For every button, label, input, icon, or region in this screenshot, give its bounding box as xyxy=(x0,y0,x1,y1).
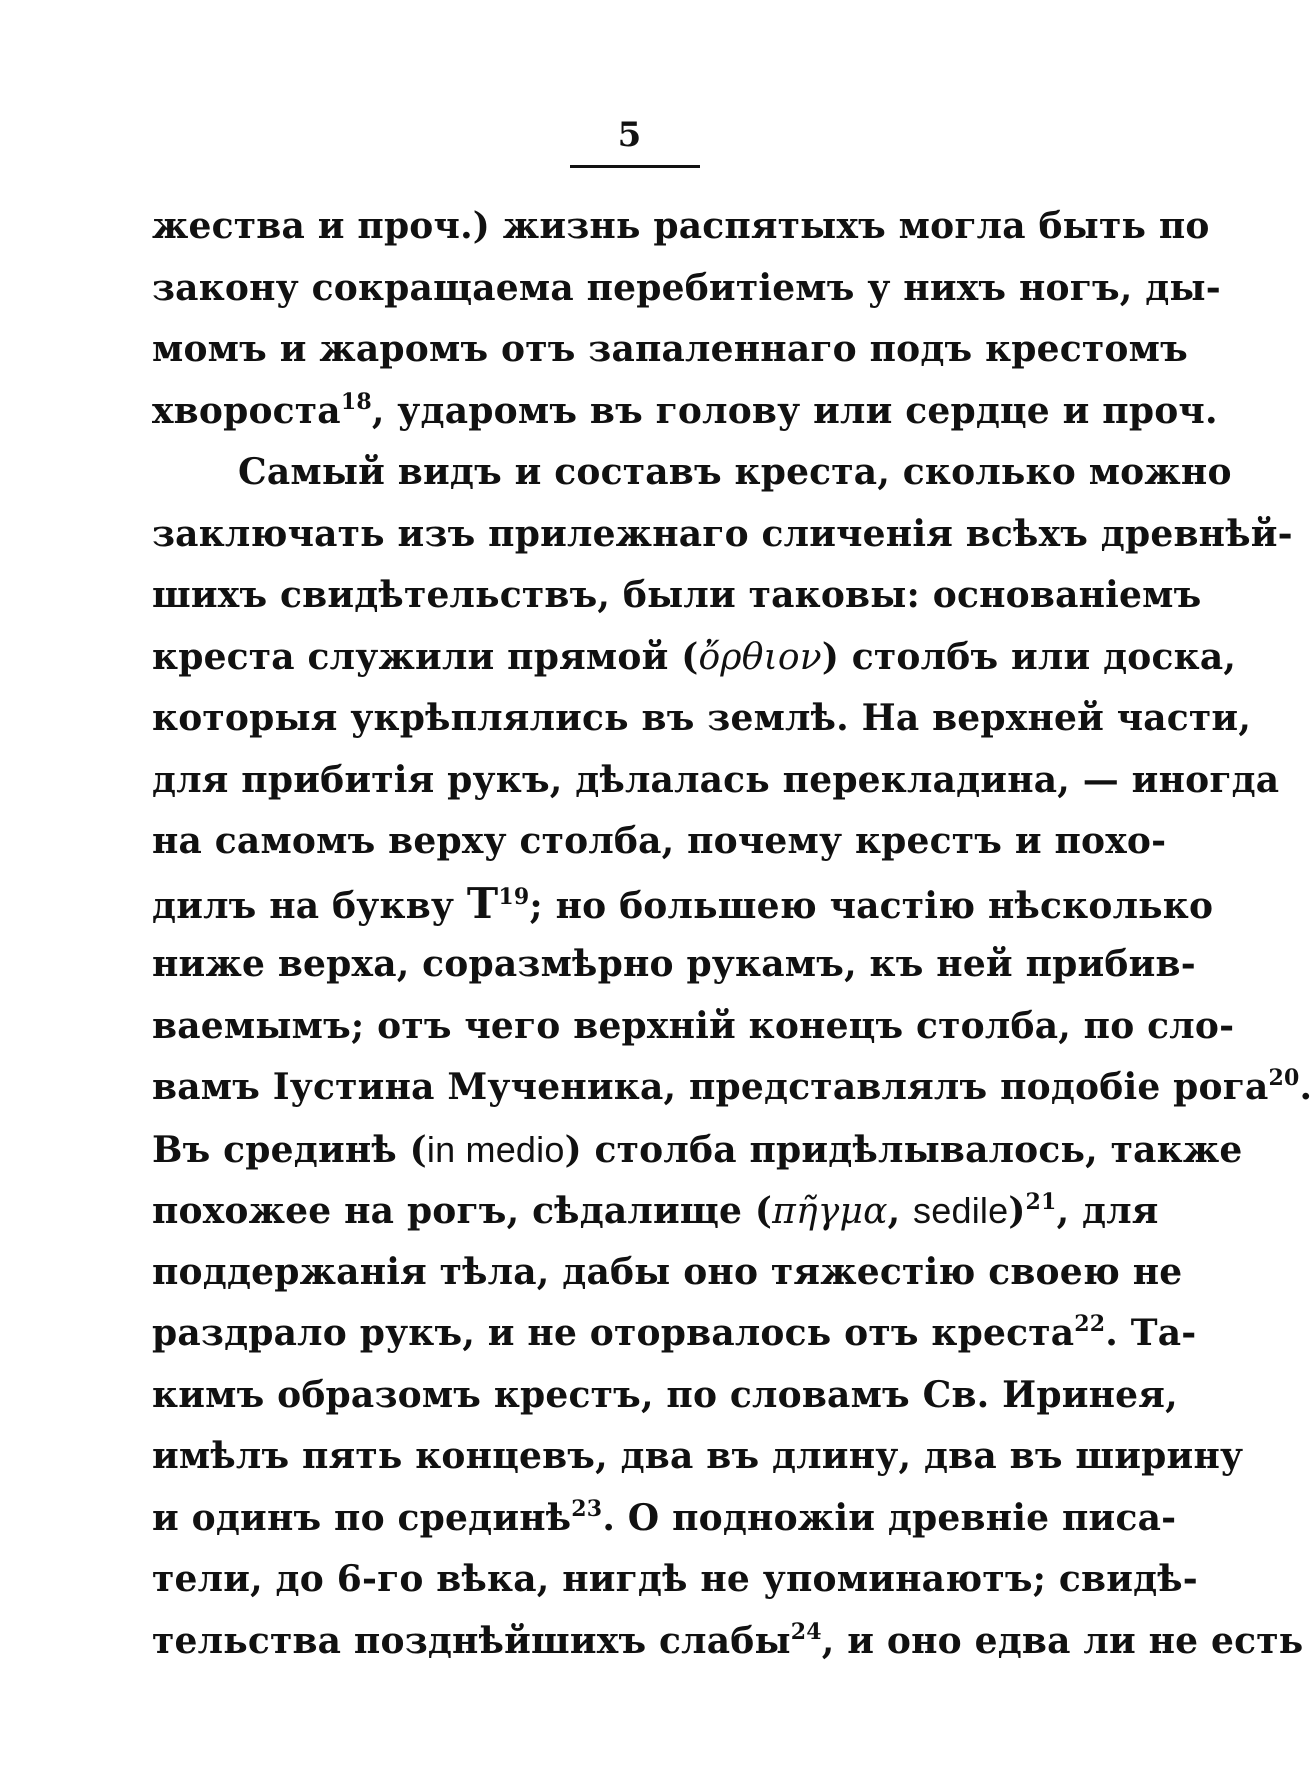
text-segment: , ударомъ въ голову или сердце и проч. xyxy=(371,389,1218,432)
text-segment: . О подножіи древніе писа- xyxy=(602,1496,1177,1539)
text-line xyxy=(152,1119,1243,1181)
text-segment: . xyxy=(1299,1066,1312,1108)
text-line xyxy=(152,565,1202,627)
footnote-marker: 21 xyxy=(1025,1189,1057,1215)
text-segment: ваемымъ; отъ чего верхній конецъ столба, по сло- xyxy=(152,1004,1235,1047)
text-segment: тельства позднѣйшихъ слабы xyxy=(152,1619,791,1662)
text-line xyxy=(152,934,1196,996)
text-segment: , для xyxy=(1056,1190,1159,1232)
text-segment: закону сокращаема перебитіемъ у нихъ ногъ, ды- xyxy=(152,266,1221,309)
text-line xyxy=(152,1180,1159,1242)
greek-term: ὄρθιον xyxy=(698,636,822,678)
text-segment: . Та- xyxy=(1105,1312,1197,1354)
text-line xyxy=(152,504,1293,566)
text-line xyxy=(152,1611,1304,1673)
footnote-marker: 22 xyxy=(1074,1311,1106,1337)
text-line xyxy=(152,627,1237,689)
text-line xyxy=(152,1303,1197,1365)
body-text xyxy=(152,196,1312,1672)
latin-term: sedile xyxy=(913,1190,1009,1231)
text-segment: шихъ свидѣтельствъ, были таковы: основаніемъ xyxy=(152,574,1202,616)
footnote-marker: 18 xyxy=(340,388,372,415)
text-line xyxy=(152,688,1252,750)
text-line xyxy=(152,750,1280,812)
text-line xyxy=(152,1057,1312,1119)
text-segment: дилъ на букву xyxy=(152,884,467,927)
text-segment: Самый видъ и составъ креста, сколько можно xyxy=(238,451,1232,493)
text-line xyxy=(152,1549,1198,1611)
text-segment: жества и проч.) жизнь распятыхъ могла быть по xyxy=(152,205,1210,247)
text-line xyxy=(152,258,1221,320)
text-line xyxy=(152,442,1232,504)
text-segment: , и оно едва ли не есть xyxy=(821,1619,1304,1662)
text-segment: заключать изъ прилежнаго сличенія всѣхъ древнѣй- xyxy=(152,512,1293,555)
text-segment: поддержанія тѣла, дабы оно тяжестію своею не xyxy=(152,1250,1183,1293)
text-segment: момъ и жаромъ отъ запаленнаго подъ крестомъ xyxy=(152,328,1188,370)
text-line xyxy=(152,196,1210,258)
footnote-marker: 24 xyxy=(790,1618,822,1645)
text-segment: хвороста xyxy=(152,389,341,432)
text-line xyxy=(152,381,1218,443)
text-segment: раздрало рукъ, и не оторвалось отъ креста xyxy=(152,1312,1075,1354)
text-segment: для прибитія рукъ, дѣлалась перекладина, — иногда xyxy=(152,758,1280,801)
text-line xyxy=(152,1365,1178,1427)
greek-term: πῆγμα xyxy=(772,1191,888,1232)
text-segment: вамъ Іустина Мученика, представлялъ подобіе рога xyxy=(152,1066,1269,1108)
text-line xyxy=(152,1242,1183,1304)
text-segment: ниже верха, соразмѣрно рукамъ, къ ней прибив- xyxy=(152,943,1196,985)
text-segment: похожее на рогъ, сѣдалище ( xyxy=(152,1190,773,1232)
text-segment: и одинъ по срединѣ xyxy=(152,1496,572,1539)
text-line xyxy=(152,873,1214,935)
text-segment: имѣлъ пять концевъ, два въ длину, два въ ширину xyxy=(152,1435,1244,1477)
text-line xyxy=(152,1488,1177,1550)
text-line xyxy=(152,1426,1244,1488)
text-segment: кимъ образомъ крестъ, по словамъ Св. Иринея, xyxy=(152,1373,1178,1416)
latin-term: in medio xyxy=(426,1128,565,1170)
page-number-rule xyxy=(570,165,700,168)
text-line xyxy=(152,996,1235,1058)
letter-t: Т xyxy=(466,878,499,928)
text-segment: Въ срединѣ ( xyxy=(152,1128,427,1171)
footnote-marker: 19 xyxy=(498,883,530,910)
text-segment: ; но большею частію нѣсколько xyxy=(529,884,1214,927)
footnote-marker: 23 xyxy=(571,1495,603,1522)
text-segment: которыя укрѣплялись въ землѣ. На верхней части, xyxy=(152,697,1252,739)
text-segment: ) столба придѣлывалось, также xyxy=(564,1128,1243,1171)
text-segment: креста служили прямой ( xyxy=(152,635,699,678)
text-segment: ) столбъ или доска, xyxy=(821,635,1237,678)
text-line xyxy=(152,319,1188,381)
page-number: 5 xyxy=(617,115,642,155)
text-segment: тели, до 6-го вѣка, нигдѣ не упоминаютъ; свидѣ- xyxy=(152,1558,1198,1600)
text-line xyxy=(152,811,1167,873)
text-segment: ) xyxy=(1008,1190,1026,1232)
text-segment: , xyxy=(887,1190,914,1232)
text-segment: на самомъ верху столба, почему крестъ и похо- xyxy=(152,820,1167,862)
footnote-marker: 20 xyxy=(1268,1065,1300,1091)
